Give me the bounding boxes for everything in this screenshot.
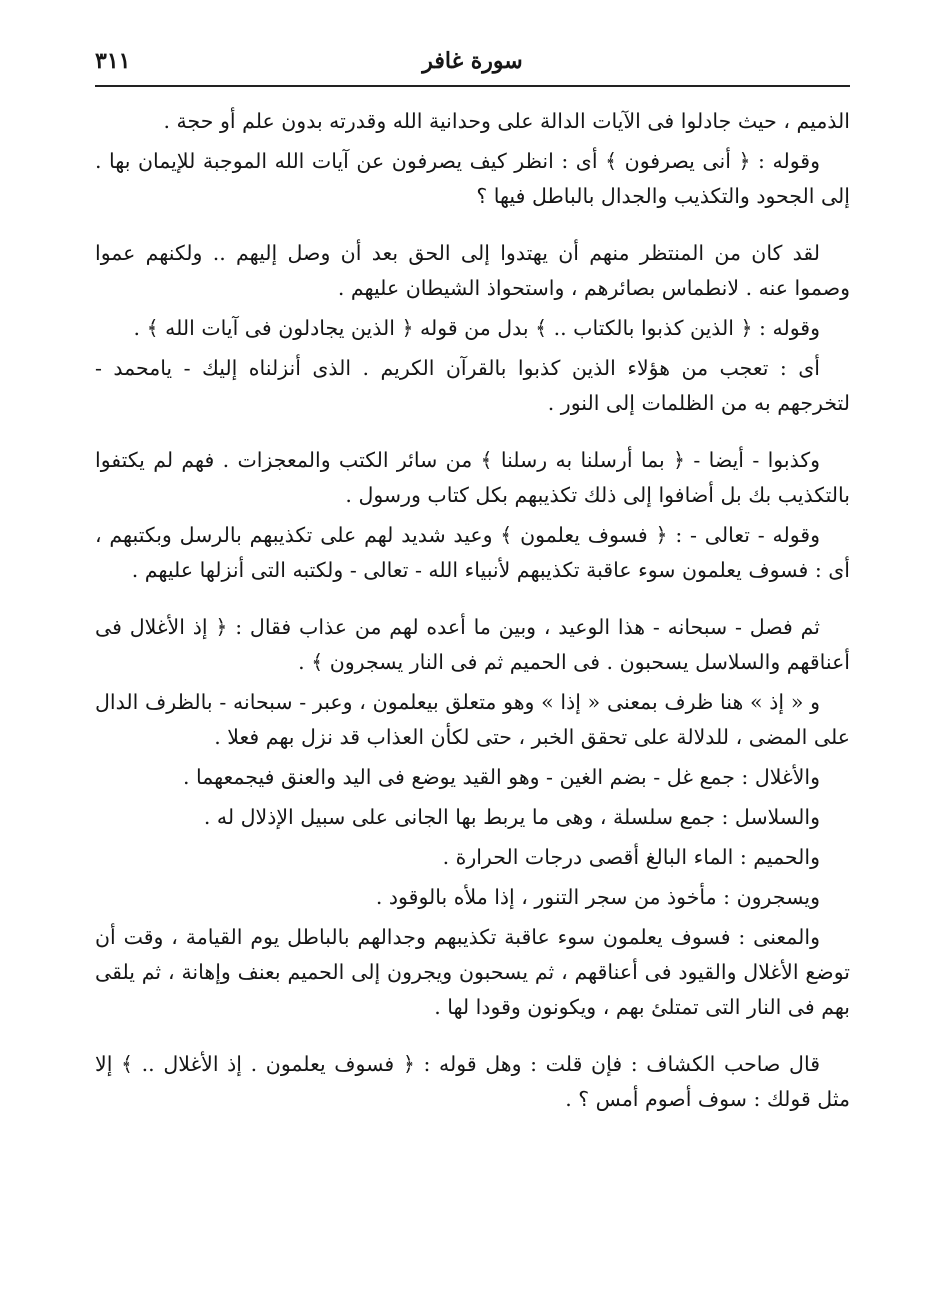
paragraph: وقوله : ﴿ الذين كذبوا بالكتاب .. ﴾ بدل من قوله ﴿ الذين يجادلون فى آيات الله ﴾ . bbox=[133, 316, 820, 340]
header-rule bbox=[95, 85, 850, 87]
page-number: ٣١١ bbox=[95, 48, 131, 74]
paragraph: والسلاسل : جمع سلسلة ، وهى ما يربط بها الجانى على سبيل الإذلال له . bbox=[203, 805, 820, 829]
book-page bbox=[95, 36, 850, 1266]
paragraph: قال صاحب الكشاف : فإن قلت : وهل قوله : ﴿ فسوف يعلمون . إذ الأغلال .. ﴾ إلا مثل قولك : سوف أصوم أمس ؟ . bbox=[95, 1052, 850, 1111]
paragraph: ثم فصل - سبحانه - هذا الوعيد ، وبين ما أعده لهم من عذاب فقال : ﴿ إذ الأغلال فى أعناقهم والسلاسل يسحبون . فى الحميم ثم فى النار يسجرون ﴾ . bbox=[95, 615, 850, 674]
paragraph: ويسجرون : مأخوذ من سجر التنور ، إذا ملأه بالوقود . bbox=[375, 885, 820, 909]
page-header bbox=[95, 36, 850, 86]
surah-title: سورة غافر bbox=[422, 48, 523, 74]
paragraph: وكذبوا - أيضا - ﴿ بما أرسلنا به رسلنا ﴾ من سائر الكتب والمعجزات . فهم لم يكتفوا بالتكذيب بك بل أضافوا إلى ذلك تكذيبهم بكل كتاب ورسول . bbox=[95, 448, 850, 507]
paragraph: والحميم : الماء البالغ أقصى درجات الحرارة . bbox=[442, 845, 820, 869]
paragraph: والأغلال : جمع غل - بضم الغين - وهو القيد يوضع فى اليد والعنق فيجمعهما . bbox=[182, 765, 820, 789]
paragraph: الذميم ، حيث جادلوا فى الآيات الدالة على وحدانية الله وقدرته بدون علم أو حجة . bbox=[163, 109, 850, 133]
paragraph: لقد كان من المنتظر منهم أن يهتدوا إلى الحق بعد أن وصل إليهم .. ولكنهم عموا وصموا عنه . لانطماس بصائرهم ، واستحواذ الشيطان عليهم . bbox=[95, 241, 850, 300]
paragraph: والمعنى : فسوف يعلمون سوء عاقبة تكذيبهم وجدالهم بالباطل يوم القيامة ، وقت أن توضع الأغلال والقيود فى أعناقهم ، ثم يسحبون ويجرون إلى الحميم بعنف وإهانة ، ثم يلقى بهم فى النار التى تمتلئ بهم ، ويكونون وقودا لها . bbox=[95, 925, 850, 1019]
paragraph: أى : تعجب من هؤلاء الذين كذبوا بالقرآن الكريم . الذى أنزلناه إليك - يامحمد - لتخرجهم به من الظلمات إلى النور . bbox=[95, 356, 850, 415]
page-body bbox=[95, 104, 850, 1117]
paragraph: و « إذ » هنا ظرف بمعنى « إذا » وهو متعلق بيعلمون ، وعبر - سبحانه - بالظرف الدال على المضى ، للدلالة على تحقق الخبر ، حتى لكأن العذاب قد نزل بهم فعلا . bbox=[95, 690, 850, 749]
paragraph: وقوله : ﴿ أنى يصرفون ﴾ أى : انظر كيف يصرفون عن آيات الله الموجبة للإيمان بها . إلى الجحود والتكذيب والجدال بالباطل فيها ؟ bbox=[95, 149, 850, 208]
paragraph: وقوله - تعالى - : ﴿ فسوف يعلمون ﴾ وعيد شديد لهم على تكذيبهم بالرسل وبكتبهم ، أى : فسوف يعلمون سوء عاقبة تكذيبهم لأنبياء الله - تعالى - ولكتبه التى أنزلها عليهم . bbox=[95, 523, 850, 582]
